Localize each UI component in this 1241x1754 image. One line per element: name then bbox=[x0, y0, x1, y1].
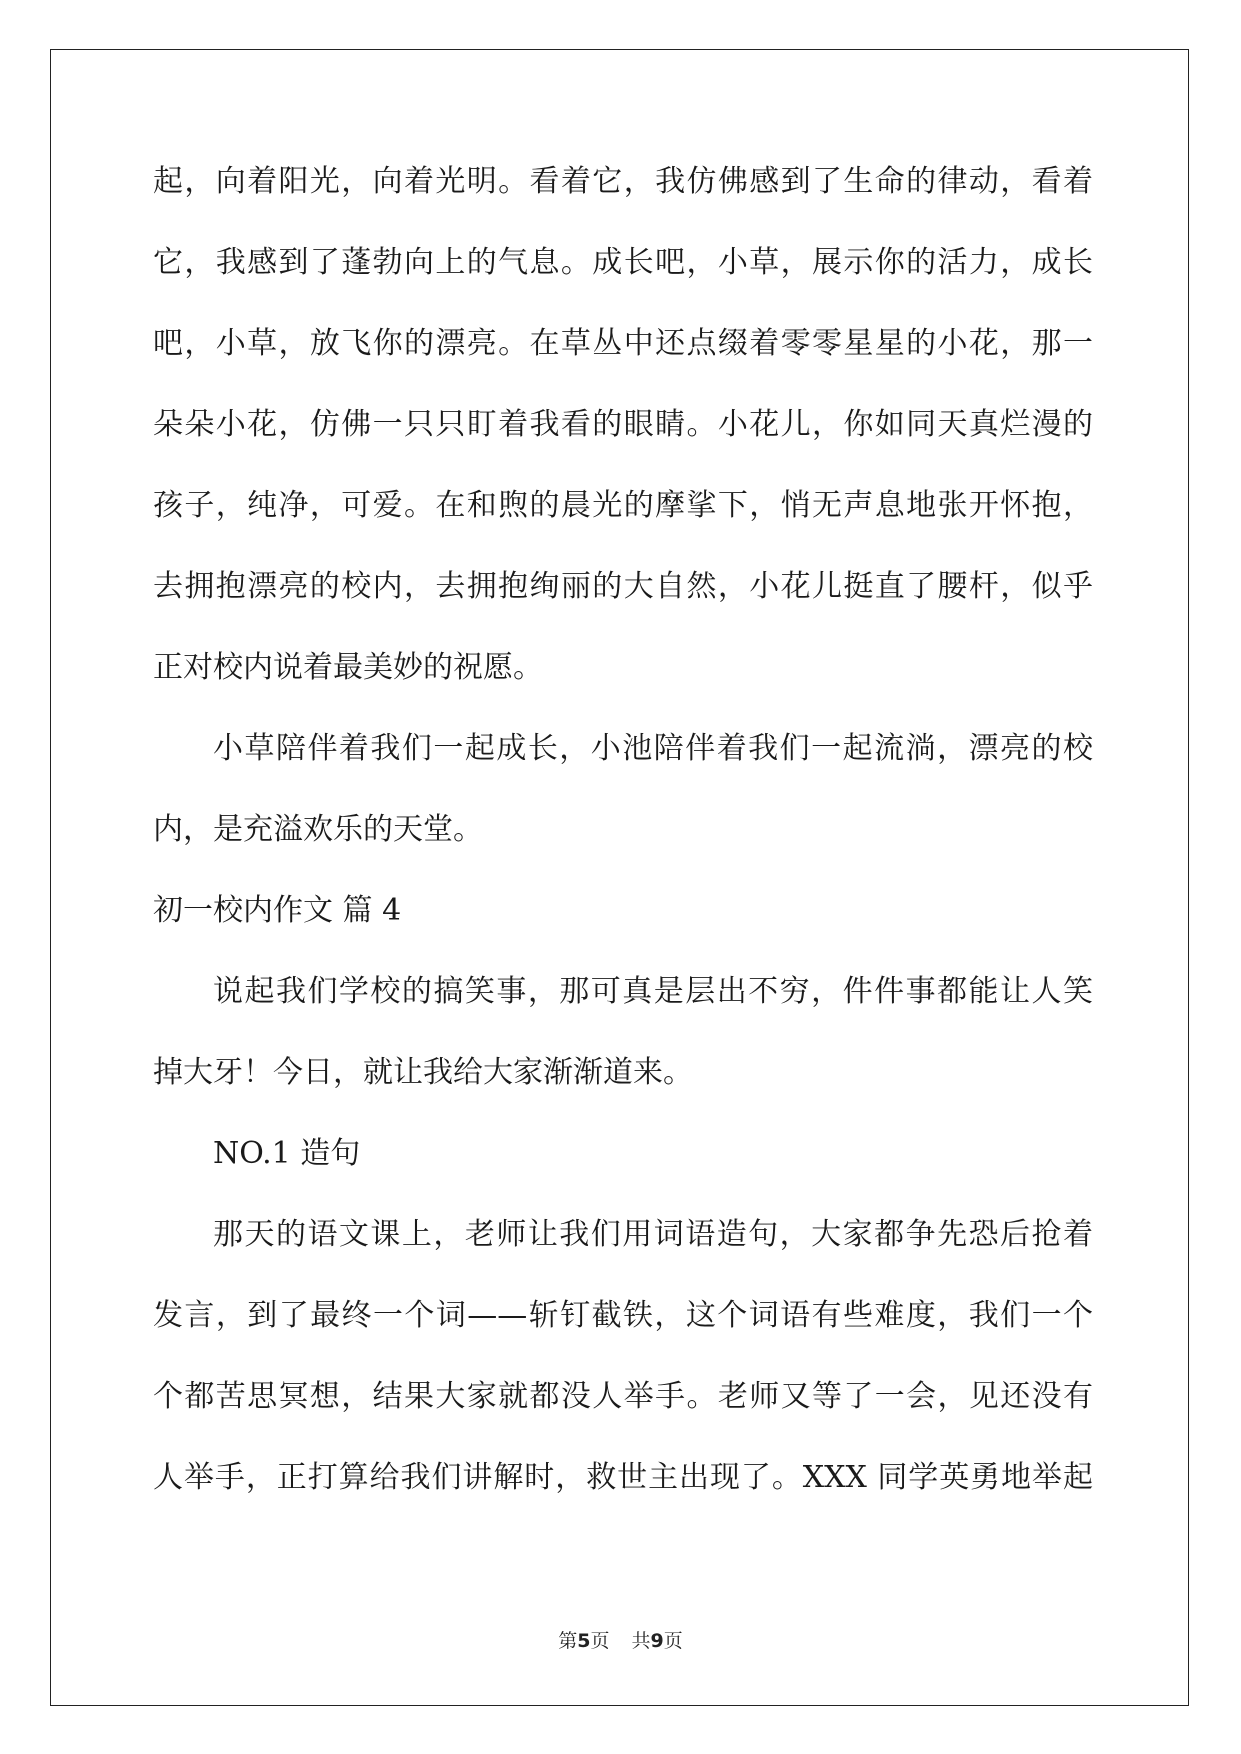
page-suffix: 页 bbox=[590, 1630, 610, 1652]
text-line: 去拥抱漂亮的校内，去拥抱绚丽的大自然，小花儿挺直了腰杆，似乎 bbox=[153, 569, 1093, 604]
paragraph-2 bbox=[153, 729, 1093, 850]
text-line: 掉大牙！今日，就让我给大家渐渐道来。 bbox=[153, 1055, 693, 1090]
text-line: 说起我们学校的搞笑事，那可真是层出不穷，件件事都能让人笑 bbox=[213, 974, 1093, 1009]
document-body bbox=[153, 162, 1093, 1498]
page-footer bbox=[0, 1626, 1241, 1653]
text-line: 正对校内说着最美妙的祝愿。 bbox=[153, 650, 543, 685]
text-line: 个都苦思冥想，结果大家就都没人举手。老师又等了一会，见还没有 bbox=[153, 1379, 1093, 1414]
text-line: 孩子，纯净，可爱。在和煦的晨光的摩挲下，悄无声息地张开怀抱， bbox=[153, 488, 1093, 523]
paragraph-1 bbox=[153, 162, 1093, 688]
text-line: 起，向着阳光，向着光明。看着它，我仿佛感到了生命的律动，看着 bbox=[153, 164, 1093, 199]
paragraph-4 bbox=[153, 1215, 1093, 1498]
section-title: 初一校内作文 篇 4 bbox=[153, 893, 402, 928]
text-line: 发言，到了最终一个词——斩钉截铁，这个词语有些难度，我们一个 bbox=[153, 1298, 1093, 1333]
text-line: 它，我感到了蓬勃向上的气息。成长吧，小草，展示你的活力，成长 bbox=[153, 245, 1093, 280]
text-line: 人举手，正打算给我们讲解时，救世主出现了。XXX 同学英勇地举起 bbox=[153, 1460, 1093, 1495]
text-line: 小草陪伴着我们一起成长，小池陪伴着我们一起流淌，漂亮的校 bbox=[213, 731, 1093, 766]
page-prefix: 第 bbox=[558, 1630, 578, 1652]
paragraph-3 bbox=[153, 972, 1093, 1093]
total-prefix: 共 bbox=[631, 1630, 651, 1652]
text-line: 吧，小草，放飞你的漂亮。在草丛中还点缀着零零星星的小花，那一 bbox=[153, 326, 1093, 361]
subheading: NO.1 造句 bbox=[213, 1136, 361, 1171]
text-line: 那天的语文课上，老师让我们用词语造句，大家都争先恐后抢着 bbox=[213, 1217, 1093, 1252]
text-line: 内，是充溢欢乐的天堂。 bbox=[153, 812, 483, 847]
page-number: 5 bbox=[577, 1630, 591, 1652]
text-line: 朵朵小花，仿佛一只只盯着我看的眼睛。小花儿，你如同天真烂漫的 bbox=[153, 407, 1093, 442]
total-pages: 9 bbox=[650, 1630, 664, 1652]
total-suffix: 页 bbox=[663, 1630, 683, 1652]
